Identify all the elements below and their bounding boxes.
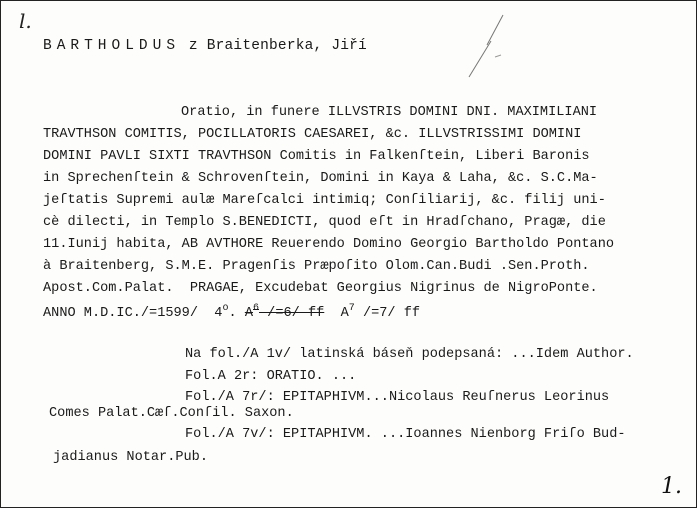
card-heading [43,38,367,54]
date-and-format: ANNO M.D.IC./=1599/ 4 [43,306,223,321]
title-line: 11.Iunij habita, AB AVTHORE Reuerendo Domino Georgio Bartholdo Pontano [43,237,615,252]
collation: $A^7$ /=7/ ff [340,303,421,321]
note-line: Fol./A 7v/: EPITAPHIVM. ...Ioannes Nienborg Friſo Bud- [185,427,626,442]
title-line: cè dilecti, in Templo S.BENEDICTI, quod eſt in Hradſchano, Pragæ, die [43,215,606,230]
note-line: jadianus Notar.Pub. [53,450,208,465]
card-number-mark: 1. [661,474,682,499]
title-line: Oratio, in funere ILLVSTRIS DOMINI DNI. MAXIMILIANI [181,105,598,120]
corner-handwritten-mark: l. [19,9,32,33]
title-line: jeſtatis Supremi aulæ Mareſcalci intimiq; Conſiliarij, &c. filij uni- [43,193,606,208]
author-vernacular-name: z Braitenberka, Jiří [180,38,367,54]
author-surname: BARTHOLDUS [43,38,181,54]
date-collation-line: ANNO M.D.IC./=1599/ 4$^o$. $A^6$ /=6/ ff $A^7$ /=7/ ff [43,303,421,321]
note-line: Comes Palat.Cæſ.Conſil. Saxon. [49,406,294,421]
pencil-stroke-mark [459,11,509,81]
note-line: Fol./A 7r/: EPITAPHIVM...Nicolaus Reuſnerus Leorinus [185,390,610,405]
struck-collation: $A^6$ /=6/ ff [244,303,325,321]
note-line: Na fol./A 1v/ latinská báseň podepsaná: ...Idem Author. [185,347,634,362]
title-line: DOMINI PAVLI SIXTI TRAVTHSON Comitis in Falkenſtein, Liberi Baronis [43,149,590,164]
title-line: à Braitenberg, S.M.E. Pragenſis Præpoſito Olom.Can.Budi .Sen.Proth. [43,259,590,274]
imprint-line: Apost.Com.Palat. PRAGAE, Excudebat Georgius Nigrinus de NigroPonte. [43,281,598,296]
title-line: in Sprechenſtein & Schrovenſtein, Domini in Kaya & Laha, &c. S.C.Ma- [43,171,598,186]
note-line: Fol.A 2r: ORATIO. ... [185,369,357,384]
title-line: TRAVTHSON COMITIS, POCILLATORIS CAESAREI, &c. ILLVSTRISSIMI DOMINI [43,127,582,142]
